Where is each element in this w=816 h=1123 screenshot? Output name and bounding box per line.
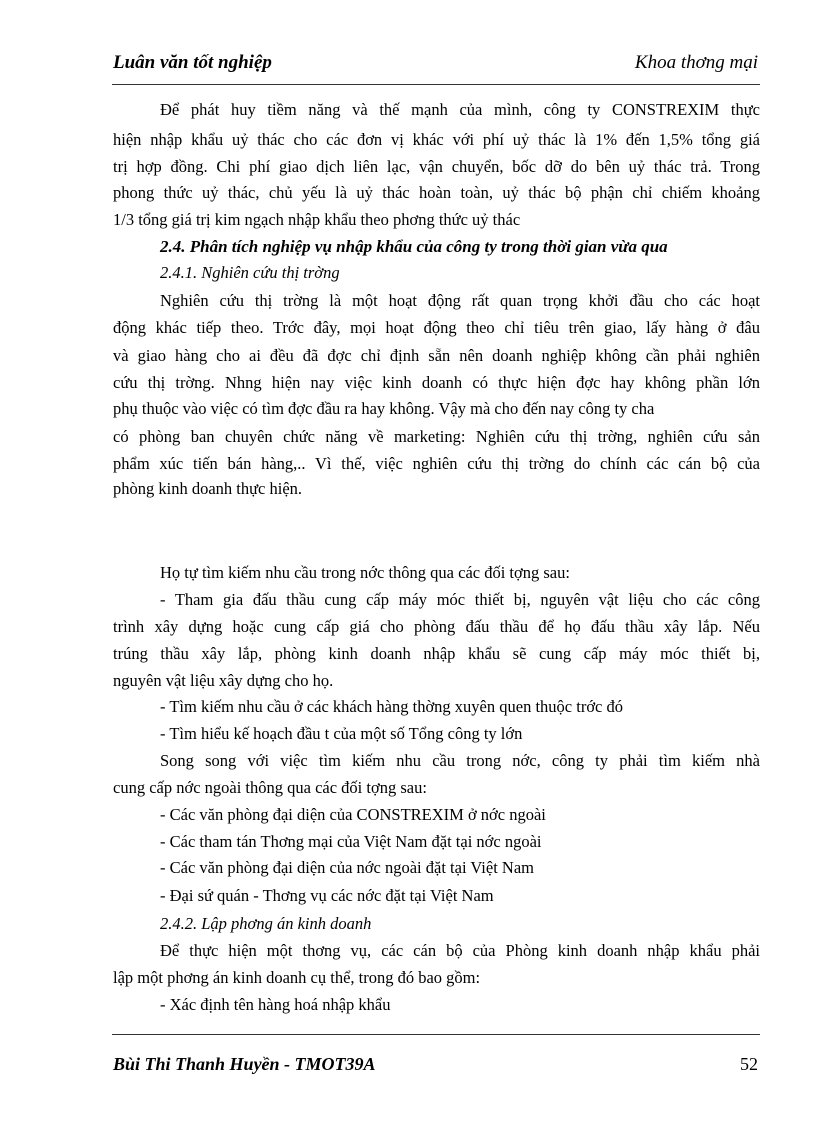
text-line: trình xây dựng hoặc cung cấp giá cho phòng đấu thầu để họ đấu thầu xây lắp. Nếu	[113, 617, 760, 636]
section-heading: 2.4. Phân tích nghiệp vụ nhập khẩu của công ty trong thời gian vừa qua	[160, 237, 668, 256]
page-number: 52	[740, 1054, 758, 1074]
header-left: Luân văn tốt nghiệp	[113, 52, 272, 73]
text-line: - Các tham tán Thơng mại của Việt Nam đặt tại nớc ngoài	[160, 832, 542, 851]
text-line: Họ tự tìm kiếm nhu cầu trong nớc thông qua các đối tợng sau:	[160, 563, 570, 582]
header-rule	[112, 84, 760, 85]
text-line: Để thực hiện một thơng vụ, các cán bộ của Phòng kinh doanh nhập khẩu phải	[160, 941, 760, 960]
footer-author: Bùi Thi Thanh Huyền - TMOT39A	[113, 1054, 376, 1074]
text-line: phụ thuộc vào việc có tìm đợc đầu ra hay không. Vậy mà cho đến nay công ty cha	[113, 399, 655, 418]
text-line: cứu thị trờng. Nhng hiện nay việc kinh doanh có thực hiện đợc hay không phần lớn	[113, 373, 760, 392]
text-line: 1/3 tổng giá trị kim ngạch nhập khẩu theo phơng thức uỷ thác	[113, 210, 521, 229]
text-line: phòng kinh doanh thực hiện.	[113, 479, 303, 498]
text-line: - Tham gia đấu thầu cung cấp máy móc thiết bị, nguyên vật liệu cho các công	[160, 590, 760, 609]
text-line: - Tìm kiếm nhu cầu ở các khách hàng thờng xuyên quen thuộc trớc đó	[160, 697, 623, 716]
text-line: Song song với việc tìm kiếm nhu cầu trong nớc, công ty phải tìm kiếm nhà	[160, 751, 760, 770]
text-line: động khác tiếp theo. Trớc đây, mọi hoạt động theo chỉ tiêu trên giao, lấy hàng ở đâu	[113, 318, 760, 337]
text-line: Để phát huy tiềm năng và thế mạnh của mình, công ty CONSTREXIM thực	[160, 100, 760, 119]
text-line: - Các văn phòng đại diện của CONSTREXIM ở nớc ngoài	[160, 805, 546, 824]
section-heading: 2.4.2. Lập phơng án kinh doanh	[160, 914, 372, 933]
header-right: Khoa thơng mại	[634, 52, 758, 73]
text-line: trúng thầu xây lắp, phòng kinh doanh nhập khẩu sẽ cung cấp máy móc thiết bị,	[113, 644, 760, 663]
text-line: trị hợp đồng. Chi phí giao dịch liên lạc, vận chuyển, bốc dỡ do bên uỷ thác trả. Trong	[113, 157, 760, 176]
footer-rule	[112, 1034, 760, 1035]
text-line: - Các văn phòng đại diện của nớc ngoài đặt tại Việt Nam	[160, 858, 534, 877]
text-line: cung cấp nớc ngoài thông qua các đối tợng sau:	[113, 778, 427, 797]
text-line: lập một phơng án kinh doanh cụ thể, trong đó bao gồm:	[113, 968, 481, 987]
text-line: hiện nhập khẩu uỷ thác cho các đơn vị khác với phí uỷ thác là 1% đến 1,5% tổng giá	[113, 130, 760, 149]
text-line: và giao hàng cho ai đều đã đợc chỉ định sẵn nên doanh nghiệp không cần phải nghiên	[113, 346, 760, 365]
text-line: nguyên vật liệu xây dựng cho họ.	[113, 671, 334, 690]
text-line: có phòng ban chuyên chức năng về marketing: Nghiên cứu thị trờng, nghiên cứu sản	[113, 427, 760, 446]
text-line: Nghiên cứu thị trờng là một hoạt động rất quan trọng khởi đầu cho các hoạt	[160, 291, 760, 310]
text-line: phẩm xúc tiến bán hàng,.. Vì thế, việc nghiên cứu thị trờng do chính các cán bộ của	[113, 454, 760, 473]
text-line: - Đại sứ quán - Thơng vụ các nớc đặt tại Việt Nam	[160, 886, 494, 905]
text-line: - Xác định tên hàng hoá nhập khẩu	[160, 995, 391, 1014]
section-heading: 2.4.1. Nghiên cứu thị trờng	[160, 263, 340, 282]
text-line: phong thức uỷ thác, chủ yếu là uỷ thác hoàn toàn, uỷ thác bộ phận chỉ chiếm khoảng	[113, 183, 760, 202]
text-line: - Tìm hiểu kế hoạch đầu t của một số Tổng công ty lớn	[160, 724, 523, 743]
